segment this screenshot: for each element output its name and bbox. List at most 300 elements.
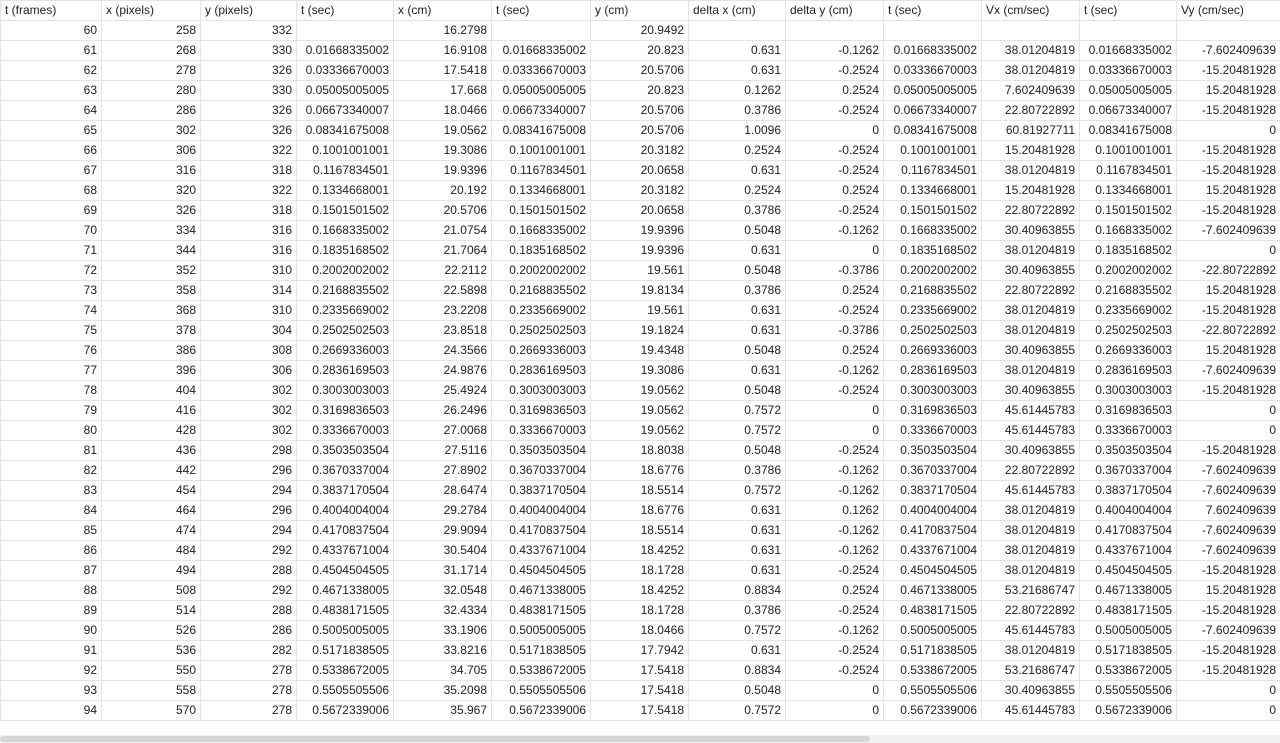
table-cell[interactable]: 53.21686747 — [982, 661, 1080, 681]
table-cell[interactable]: 0.5048 — [689, 341, 786, 361]
table-cell[interactable]: 60 — [1, 21, 102, 41]
table-cell[interactable]: 25.4924 — [394, 381, 492, 401]
table-cell[interactable]: 0.2524 — [689, 181, 786, 201]
table-cell[interactable]: 0.01668335002 — [884, 41, 982, 61]
table-cell[interactable]: 0.5672339006 — [884, 701, 982, 721]
table-cell[interactable]: 0.5005005005 — [1080, 621, 1177, 641]
table-cell[interactable]: 0.5171838505 — [297, 641, 394, 661]
table-cell[interactable]: -15.20481928 — [1177, 641, 1280, 661]
table-cell[interactable]: -0.2524 — [786, 601, 884, 621]
table-cell[interactable]: 0.5505505506 — [884, 681, 982, 701]
table-cell[interactable]: 0.2836169503 — [884, 361, 982, 381]
table-cell[interactable]: 0.2836169503 — [492, 361, 591, 381]
table-cell[interactable]: 304 — [201, 321, 297, 341]
table-cell[interactable]: 0.03336670003 — [884, 61, 982, 81]
table-cell[interactable]: 0.4671338005 — [1080, 581, 1177, 601]
table-cell[interactable]: 15.20481928 — [1177, 281, 1280, 301]
table-cell[interactable]: 314 — [201, 281, 297, 301]
table-cell[interactable]: 84 — [1, 501, 102, 521]
table-cell[interactable]: 0.2502502503 — [884, 321, 982, 341]
table-cell[interactable]: 53.21686747 — [982, 581, 1080, 601]
table-cell[interactable]: 442 — [102, 461, 201, 481]
horizontal-scrollbar[interactable] — [0, 735, 1280, 743]
table-cell[interactable]: 60.81927711 — [982, 121, 1080, 141]
table-cell[interactable]: 0.7572 — [689, 421, 786, 441]
table-cell[interactable]: 30.40963855 — [982, 381, 1080, 401]
table-cell[interactable]: 0.3336670003 — [297, 421, 394, 441]
table-cell[interactable]: 0.3786 — [689, 461, 786, 481]
table-cell[interactable]: 0.7572 — [689, 701, 786, 721]
table-cell[interactable]: 0.631 — [689, 521, 786, 541]
table-cell[interactable]: -7.602409639 — [1177, 621, 1280, 641]
table-cell[interactable]: 30.5404 — [394, 541, 492, 561]
table-cell[interactable]: 0.1001001001 — [884, 141, 982, 161]
table-cell[interactable]: 0.5505505506 — [492, 681, 591, 701]
table-cell[interactable]: 38.01204819 — [982, 541, 1080, 561]
table-cell[interactable]: 77 — [1, 361, 102, 381]
table-cell[interactable]: 436 — [102, 441, 201, 461]
table-cell[interactable]: 0.3786 — [689, 201, 786, 221]
column-header[interactable]: t (sec) — [297, 1, 394, 21]
table-cell[interactable]: 38.01204819 — [982, 521, 1080, 541]
table-cell[interactable]: 0.631 — [689, 501, 786, 521]
table-cell[interactable]: 0.3837170504 — [884, 481, 982, 501]
table-cell[interactable]: 19.4348 — [591, 341, 689, 361]
table-cell[interactable]: 24.9876 — [394, 361, 492, 381]
table-cell[interactable]: 19.3086 — [591, 361, 689, 381]
table-cell[interactable]: 0.4004004004 — [1080, 501, 1177, 521]
table-cell[interactable]: 15.20481928 — [1177, 81, 1280, 101]
table-cell[interactable]: -7.602409639 — [1177, 461, 1280, 481]
table-cell[interactable]: 0.5005005005 — [884, 621, 982, 641]
table-cell[interactable]: 0.1334668001 — [297, 181, 394, 201]
table-cell[interactable]: 0.2168835502 — [884, 281, 982, 301]
table-cell[interactable]: 318 — [201, 201, 297, 221]
table-cell[interactable]: -0.2524 — [786, 101, 884, 121]
table-cell[interactable]: 308 — [201, 341, 297, 361]
table-cell[interactable]: 86 — [1, 541, 102, 561]
table-cell[interactable]: 19.0562 — [591, 401, 689, 421]
table-cell[interactable]: 0.4170837504 — [1080, 521, 1177, 541]
table-cell[interactable]: 45.61445783 — [982, 481, 1080, 501]
table-cell[interactable]: 18.5514 — [591, 481, 689, 501]
table-cell[interactable]: -0.1262 — [786, 361, 884, 381]
table-cell[interactable]: 0 — [1177, 681, 1280, 701]
table-cell[interactable]: 326 — [201, 61, 297, 81]
table-cell[interactable]: 0.5171838505 — [884, 641, 982, 661]
table-cell[interactable]: 90 — [1, 621, 102, 641]
table-cell[interactable]: 18.4252 — [591, 581, 689, 601]
table-cell[interactable]: 0.3003003003 — [492, 381, 591, 401]
table-cell[interactable]: 0.2335669002 — [492, 301, 591, 321]
table-cell[interactable]: 91 — [1, 641, 102, 661]
table-cell[interactable]: 0.08341675008 — [1080, 121, 1177, 141]
table-cell[interactable]: 18.6776 — [591, 461, 689, 481]
table-cell[interactable]: 0.2335669002 — [884, 301, 982, 321]
table-cell[interactable]: 298 — [201, 441, 297, 461]
table-cell[interactable]: 30.40963855 — [982, 221, 1080, 241]
table-cell[interactable]: 0.2168835502 — [297, 281, 394, 301]
table-cell[interactable]: -15.20481928 — [1177, 101, 1280, 121]
table-cell[interactable]: -7.602409639 — [1177, 41, 1280, 61]
table-cell[interactable]: 0.4170837504 — [884, 521, 982, 541]
table-cell[interactable]: 0.5171838505 — [1080, 641, 1177, 661]
table-cell[interactable]: 0.4170837504 — [297, 521, 394, 541]
table-cell[interactable]: 0.3169836503 — [1080, 401, 1177, 421]
table-cell[interactable]: 0 — [1177, 401, 1280, 421]
table-cell[interactable]: 322 — [201, 181, 297, 201]
table-cell[interactable]: 79 — [1, 401, 102, 421]
table-cell[interactable]: 15.20481928 — [982, 141, 1080, 161]
table-cell[interactable]: 0.1501501502 — [492, 201, 591, 221]
table-cell[interactable]: 38.01204819 — [982, 561, 1080, 581]
table-cell[interactable]: -0.1262 — [786, 521, 884, 541]
table-cell[interactable]: 7.602409639 — [1177, 501, 1280, 521]
table-cell[interactable]: 0.4004004004 — [492, 501, 591, 521]
table-cell[interactable]: -0.2524 — [786, 661, 884, 681]
table-cell[interactable]: 0.8834 — [689, 581, 786, 601]
table-cell[interactable]: 0.2002002002 — [492, 261, 591, 281]
table-cell[interactable]: 368 — [102, 301, 201, 321]
table-cell[interactable]: 27.0068 — [394, 421, 492, 441]
scrollbar-thumb[interactable] — [0, 736, 870, 742]
table-cell[interactable]: -0.1262 — [786, 481, 884, 501]
table-cell[interactable]: 306 — [102, 141, 201, 161]
table-cell[interactable] — [492, 21, 591, 41]
table-cell[interactable]: 0.5672339006 — [492, 701, 591, 721]
table-cell[interactable]: 0.5338672005 — [297, 661, 394, 681]
table-cell[interactable]: 32.4334 — [394, 601, 492, 621]
table-cell[interactable]: 396 — [102, 361, 201, 381]
table-cell[interactable]: 0.3003003003 — [297, 381, 394, 401]
table-cell[interactable]: 0.2524 — [786, 281, 884, 301]
table-cell[interactable]: 16.9108 — [394, 41, 492, 61]
table-cell[interactable]: 81 — [1, 441, 102, 461]
table-cell[interactable]: 0.3169836503 — [492, 401, 591, 421]
table-cell[interactable]: 68 — [1, 181, 102, 201]
table-cell[interactable]: 0 — [1177, 121, 1280, 141]
table-cell[interactable]: 21.0754 — [394, 221, 492, 241]
table-cell[interactable]: 66 — [1, 141, 102, 161]
table-cell[interactable]: 34.705 — [394, 661, 492, 681]
table-cell[interactable]: 92 — [1, 661, 102, 681]
table-cell[interactable]: 282 — [201, 641, 297, 661]
table-cell[interactable]: 0.3336670003 — [1080, 421, 1177, 441]
table-cell[interactable]: 0 — [786, 421, 884, 441]
table-cell[interactable]: 0.3670337004 — [297, 461, 394, 481]
table-cell[interactable]: 38.01204819 — [982, 61, 1080, 81]
table-cell[interactable]: 0.5048 — [689, 221, 786, 241]
table-cell[interactable]: 18.1728 — [591, 601, 689, 621]
table-cell[interactable]: 18.5514 — [591, 521, 689, 541]
table-cell[interactable]: 15.20481928 — [1177, 341, 1280, 361]
table-cell[interactable]: 302 — [201, 381, 297, 401]
table-cell[interactable]: 0.08341675008 — [297, 121, 394, 141]
table-cell[interactable]: 0.03336670003 — [1080, 61, 1177, 81]
table-cell[interactable]: 0.3786 — [689, 281, 786, 301]
table-cell[interactable]: 0.2502502503 — [492, 321, 591, 341]
column-header[interactable]: delta y (cm) — [786, 1, 884, 21]
table-cell[interactable]: 0.2524 — [786, 581, 884, 601]
table-cell[interactable]: 38.01204819 — [982, 501, 1080, 521]
table-cell[interactable]: 0.2836169503 — [297, 361, 394, 381]
table-cell[interactable]: 0 — [1177, 701, 1280, 721]
table-cell[interactable]: 0.5005005005 — [492, 621, 591, 641]
table-cell[interactable]: 286 — [201, 621, 297, 641]
table-cell[interactable]: -15.20481928 — [1177, 301, 1280, 321]
table-cell[interactable]: 386 — [102, 341, 201, 361]
table-cell[interactable]: 0.631 — [689, 61, 786, 81]
table-cell[interactable]: -0.2524 — [786, 141, 884, 161]
table-cell[interactable]: 0.05005005005 — [297, 81, 394, 101]
table-cell[interactable]: 294 — [201, 481, 297, 501]
table-cell[interactable]: 0.06673340007 — [1080, 101, 1177, 121]
table-cell[interactable]: 20.5706 — [591, 61, 689, 81]
table-cell[interactable]: 0.1668335002 — [1080, 221, 1177, 241]
table-cell[interactable]: 71 — [1, 241, 102, 261]
table-cell[interactable]: 0.2335669002 — [1080, 301, 1177, 321]
table-cell[interactable]: 0.5048 — [689, 261, 786, 281]
table-cell[interactable]: 0.2836169503 — [1080, 361, 1177, 381]
table-cell[interactable]: 22.80722892 — [982, 281, 1080, 301]
table-cell[interactable]: 0.4337671004 — [297, 541, 394, 561]
table-cell[interactable]: 0.2669336003 — [1080, 341, 1177, 361]
table-cell[interactable]: 0.5338672005 — [492, 661, 591, 681]
table-cell[interactable]: 19.9396 — [394, 161, 492, 181]
table-cell[interactable]: 20.5706 — [394, 201, 492, 221]
table-cell[interactable]: 0.2502502503 — [1080, 321, 1177, 341]
table-cell[interactable]: 302 — [102, 121, 201, 141]
table-cell[interactable]: 550 — [102, 661, 201, 681]
table-cell[interactable]: 17.5418 — [591, 661, 689, 681]
table-cell[interactable]: -0.2524 — [786, 161, 884, 181]
table-cell[interactable]: 318 — [201, 161, 297, 181]
table-cell[interactable]: 0.4337671004 — [884, 541, 982, 561]
table-cell[interactable]: 30.40963855 — [982, 341, 1080, 361]
table-cell[interactable]: 16.2798 — [394, 21, 492, 41]
table-cell[interactable]: 0.03336670003 — [297, 61, 394, 81]
table-cell[interactable]: -15.20481928 — [1177, 201, 1280, 221]
table-cell[interactable]: 0 — [786, 241, 884, 261]
table-cell[interactable]: 0.1001001001 — [492, 141, 591, 161]
table-cell[interactable]: 0.3670337004 — [492, 461, 591, 481]
table-cell[interactable]: 30.40963855 — [982, 441, 1080, 461]
table-cell[interactable]: 23.8518 — [394, 321, 492, 341]
table-cell[interactable]: 0.4671338005 — [884, 581, 982, 601]
table-cell[interactable]: 0.5505505506 — [1080, 681, 1177, 701]
table-cell[interactable]: -0.1262 — [786, 621, 884, 641]
table-cell[interactable]: 85 — [1, 521, 102, 541]
column-header[interactable]: t (sec) — [884, 1, 982, 21]
table-cell[interactable]: 78 — [1, 381, 102, 401]
table-cell[interactable]: 0.5672339006 — [297, 701, 394, 721]
table-cell[interactable]: 0.3336670003 — [492, 421, 591, 441]
table-cell[interactable]: 0.3336670003 — [884, 421, 982, 441]
table-cell[interactable]: 0.4838171505 — [297, 601, 394, 621]
table-cell[interactable]: 19.0562 — [591, 381, 689, 401]
table-cell[interactable]: 0.2669336003 — [297, 341, 394, 361]
table-cell[interactable]: 38.01204819 — [982, 41, 1080, 61]
table-cell[interactable]: 0.1668335002 — [297, 221, 394, 241]
table-cell[interactable]: 0.05005005005 — [884, 81, 982, 101]
column-header[interactable]: Vy (cm/sec) — [1177, 1, 1280, 21]
table-cell[interactable]: 326 — [201, 121, 297, 141]
table-cell[interactable]: 38.01204819 — [982, 161, 1080, 181]
table-cell[interactable]: 33.1906 — [394, 621, 492, 641]
table-cell[interactable]: 20.3182 — [591, 181, 689, 201]
table-cell[interactable]: 0.1501501502 — [1080, 201, 1177, 221]
table-cell[interactable]: 87 — [1, 561, 102, 581]
table-cell[interactable]: 416 — [102, 401, 201, 421]
table-cell[interactable]: 570 — [102, 701, 201, 721]
table-cell[interactable]: 0.1501501502 — [884, 201, 982, 221]
table-cell[interactable]: 94 — [1, 701, 102, 721]
table-cell[interactable]: 0.05005005005 — [492, 81, 591, 101]
table-cell[interactable]: 0.1501501502 — [297, 201, 394, 221]
column-header[interactable]: t (frames) — [1, 1, 102, 21]
table-cell[interactable]: 454 — [102, 481, 201, 501]
table-cell[interactable]: 0.4504504505 — [884, 561, 982, 581]
table-cell[interactable]: 20.823 — [591, 41, 689, 61]
table-cell[interactable]: 0.631 — [689, 641, 786, 661]
table-cell[interactable]: 69 — [1, 201, 102, 221]
table-cell[interactable]: 0.08341675008 — [884, 121, 982, 141]
table-cell[interactable]: 20.3182 — [591, 141, 689, 161]
table-cell[interactable]: -7.602409639 — [1177, 361, 1280, 381]
table-cell[interactable]: 428 — [102, 421, 201, 441]
table-cell[interactable]: 0.1668335002 — [884, 221, 982, 241]
table-cell[interactable]: 0.3670337004 — [1080, 461, 1177, 481]
table-cell[interactable]: 88 — [1, 581, 102, 601]
column-header[interactable]: Vx (cm/sec) — [982, 1, 1080, 21]
table-cell[interactable]: 22.80722892 — [982, 601, 1080, 621]
table-cell[interactable]: -0.1262 — [786, 41, 884, 61]
table-cell[interactable]: -15.20481928 — [1177, 661, 1280, 681]
table-cell[interactable]: 22.80722892 — [982, 101, 1080, 121]
table-cell[interactable]: 20.823 — [591, 81, 689, 101]
table-cell[interactable]: 0.4004004004 — [884, 501, 982, 521]
table-cell[interactable]: 28.6474 — [394, 481, 492, 501]
table-cell[interactable]: 0.1835168502 — [492, 241, 591, 261]
table-cell[interactable]: 15.20481928 — [1177, 181, 1280, 201]
table-cell[interactable]: 0.1167834501 — [492, 161, 591, 181]
table-cell[interactable]: 484 — [102, 541, 201, 561]
table-cell[interactable]: 352 — [102, 261, 201, 281]
table-cell[interactable]: 0.631 — [689, 361, 786, 381]
table-cell[interactable]: -15.20481928 — [1177, 601, 1280, 621]
table-cell[interactable]: 15.20481928 — [982, 181, 1080, 201]
table-cell[interactable]: 18.1728 — [591, 561, 689, 581]
table-cell[interactable]: 0.3003003003 — [1080, 381, 1177, 401]
table-cell[interactable]: 0.4004004004 — [297, 501, 394, 521]
table-cell[interactable]: 64 — [1, 101, 102, 121]
table-cell[interactable]: 0.01668335002 — [297, 41, 394, 61]
table-cell[interactable]: 22.80722892 — [982, 461, 1080, 481]
table-cell[interactable]: 26.2496 — [394, 401, 492, 421]
table-cell[interactable]: 30.40963855 — [982, 261, 1080, 281]
table-cell[interactable]: -22.80722892 — [1177, 261, 1280, 281]
table-cell[interactable]: 0 — [786, 701, 884, 721]
table-cell[interactable]: 74 — [1, 301, 102, 321]
table-cell[interactable]: 45.61445783 — [982, 421, 1080, 441]
table-cell[interactable]: 0.2524 — [786, 81, 884, 101]
table-cell[interactable]: -7.602409639 — [1177, 521, 1280, 541]
table-cell[interactable] — [1177, 21, 1280, 41]
table-cell[interactable]: 0.2002002002 — [884, 261, 982, 281]
table-cell[interactable]: 0.4671338005 — [297, 581, 394, 601]
table-cell[interactable]: 0.4838171505 — [492, 601, 591, 621]
table-cell[interactable]: 316 — [201, 221, 297, 241]
table-cell[interactable]: 19.0562 — [394, 121, 492, 141]
table-cell[interactable]: 29.9094 — [394, 521, 492, 541]
table-cell[interactable]: 27.8902 — [394, 461, 492, 481]
table-cell[interactable]: 0.631 — [689, 241, 786, 261]
table-cell[interactable]: 76 — [1, 341, 102, 361]
table-cell[interactable]: 0.2335669002 — [297, 301, 394, 321]
table-cell[interactable] — [982, 21, 1080, 41]
column-header[interactable]: t (sec) — [1080, 1, 1177, 21]
table-cell[interactable]: -15.20481928 — [1177, 141, 1280, 161]
table-cell[interactable]: 15.20481928 — [1177, 581, 1280, 601]
table-cell[interactable]: 0.2502502503 — [297, 321, 394, 341]
table-cell[interactable]: 334 — [102, 221, 201, 241]
table-cell[interactable]: 0.5048 — [689, 441, 786, 461]
table-cell[interactable]: 378 — [102, 321, 201, 341]
table-cell[interactable]: 0.5048 — [689, 381, 786, 401]
table-cell[interactable]: 24.3566 — [394, 341, 492, 361]
table-cell[interactable]: 296 — [201, 501, 297, 521]
table-cell[interactable]: 19.0562 — [591, 421, 689, 441]
table-cell[interactable]: -0.2524 — [786, 301, 884, 321]
table-cell[interactable]: 286 — [102, 101, 201, 121]
table-cell[interactable]: 0.8834 — [689, 661, 786, 681]
table-cell[interactable]: 0.3169836503 — [884, 401, 982, 421]
table-cell[interactable]: -15.20481928 — [1177, 61, 1280, 81]
table-cell[interactable]: 0.1835168502 — [1080, 241, 1177, 261]
table-cell[interactable]: -15.20481928 — [1177, 381, 1280, 401]
table-cell[interactable]: 1.0096 — [689, 121, 786, 141]
table-cell[interactable]: 20.5706 — [591, 101, 689, 121]
table-cell[interactable]: 0.4337671004 — [1080, 541, 1177, 561]
table-cell[interactable]: 0.4504504505 — [297, 561, 394, 581]
table-cell[interactable]: -22.80722892 — [1177, 321, 1280, 341]
table-cell[interactable]: 0.5505505506 — [297, 681, 394, 701]
table-cell[interactable]: 27.5116 — [394, 441, 492, 461]
table-cell[interactable]: 258 — [102, 21, 201, 41]
table-cell[interactable]: 0.5338672005 — [884, 661, 982, 681]
table-cell[interactable]: 0.1334668001 — [884, 181, 982, 201]
table-cell[interactable]: 0.3503503504 — [1080, 441, 1177, 461]
table-cell[interactable]: 19.8134 — [591, 281, 689, 301]
column-header[interactable]: t (sec) — [492, 1, 591, 21]
table-cell[interactable]: 45.61445783 — [982, 401, 1080, 421]
table-cell[interactable]: 35.967 — [394, 701, 492, 721]
table-cell[interactable]: 0.2524 — [786, 181, 884, 201]
table-cell[interactable]: 22.80722892 — [982, 201, 1080, 221]
table-cell[interactable]: 38.01204819 — [982, 641, 1080, 661]
table-cell[interactable]: 83 — [1, 481, 102, 501]
table-cell[interactable]: 526 — [102, 621, 201, 641]
table-cell[interactable]: -0.2524 — [786, 441, 884, 461]
table-cell[interactable]: 0.2002002002 — [297, 261, 394, 281]
table-cell[interactable]: 278 — [201, 701, 297, 721]
table-cell[interactable]: 19.9396 — [591, 221, 689, 241]
table-cell[interactable]: 0.5672339006 — [1080, 701, 1177, 721]
table-cell[interactable]: 320 — [102, 181, 201, 201]
table-cell[interactable]: 310 — [201, 301, 297, 321]
table-cell[interactable]: 278 — [102, 61, 201, 81]
table-cell[interactable]: 0.4337671004 — [492, 541, 591, 561]
